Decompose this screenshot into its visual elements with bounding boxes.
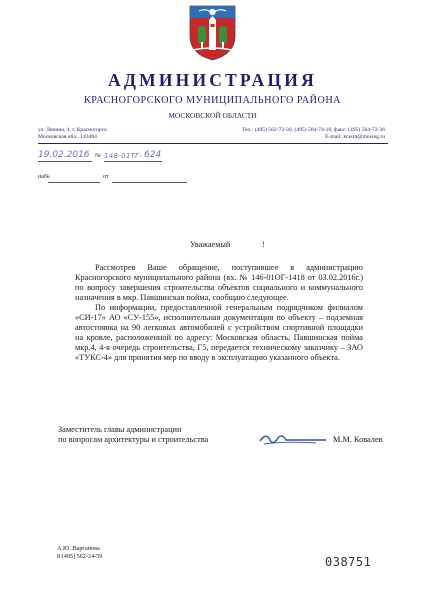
executor-phone: 8 (495) 562-24-59 [57,553,103,560]
address-line-2: Московская обл., 143404 [38,134,97,140]
paragraph: Рассмотрев Ваше обращение, поступившее в администрацию Красногорского муниципального района (вх. № 146-01ОГ-1418 от 03.02.2016г.) по вопросу завершения строительства объектов социального и коммунального назначения в мкр. Павшинская пойма, сообщаю следующее. [75,263,363,303]
reference-from-label: от [103,174,109,180]
outgoing-number-prefix: 148-01ТГ- [104,152,143,160]
email-line: E-mail: krasrn@mosreg.ru [325,134,385,140]
number-underline [104,161,162,162]
outgoing-date: 19.02.2016 [38,150,90,160]
reference-underline [48,182,100,183]
outgoing-number-suffix: 624 [144,150,162,160]
executor-name: А.Ю. Варганова [57,545,100,552]
date-underline [38,161,92,162]
letter-body [75,263,363,363]
reference-label: на№ [38,174,50,180]
signer-position-line-1: Заместитель главы администрации [58,425,182,434]
signer-position-line-2: по вопросам архитектуры и строительства [58,435,209,444]
number-label: № [95,153,101,159]
header-divider [38,143,388,144]
postal-address [38,127,107,141]
organization-title: АДМИНИСТРАЦИЯ [108,70,317,90]
reference-from-underline [112,182,187,183]
greeting-exclamation: ! [262,240,265,249]
coat-of-arms-icon [185,2,240,62]
signer-name: М.М. Ковалев [333,435,383,444]
organization-region: МОСКОВСКОЙ ОБЛАСТИ [168,111,257,120]
phone-fax-line: Тел.: (495) 562-72-30, (495) 564-74-16, факс: (495) 564-72-36 [242,127,385,133]
address-line-1: ул. Ленина, 4, г. Красногорск [38,127,107,133]
handwritten-signature [256,428,328,448]
greeting: Уважаемый [190,240,231,249]
paragraph: По информации, предоставленной генеральным подрядчиком филиалом «СИ-17» АО «СУ-155», исполнительная документация по объекту – подземная автостоянка на 90 легковых автомобилей с устройством спортивной площадки на кровле, расположенной по адресу: Московская область, Павшинская пойма мкр.4, 4-я очередь строительства, Г5, передается техническому заказчику – ЗАО «ТУКС-4» для принятия мер по вводу в эксплуатацию указанного объекта. [75,303,363,363]
organization-subtitle: КРАСНОГОРСКОГО МУНИЦИПАЛЬНОГО РАЙОНА [83,95,342,106]
form-serial-number: 038751 [325,555,372,569]
contact-info [242,127,385,141]
